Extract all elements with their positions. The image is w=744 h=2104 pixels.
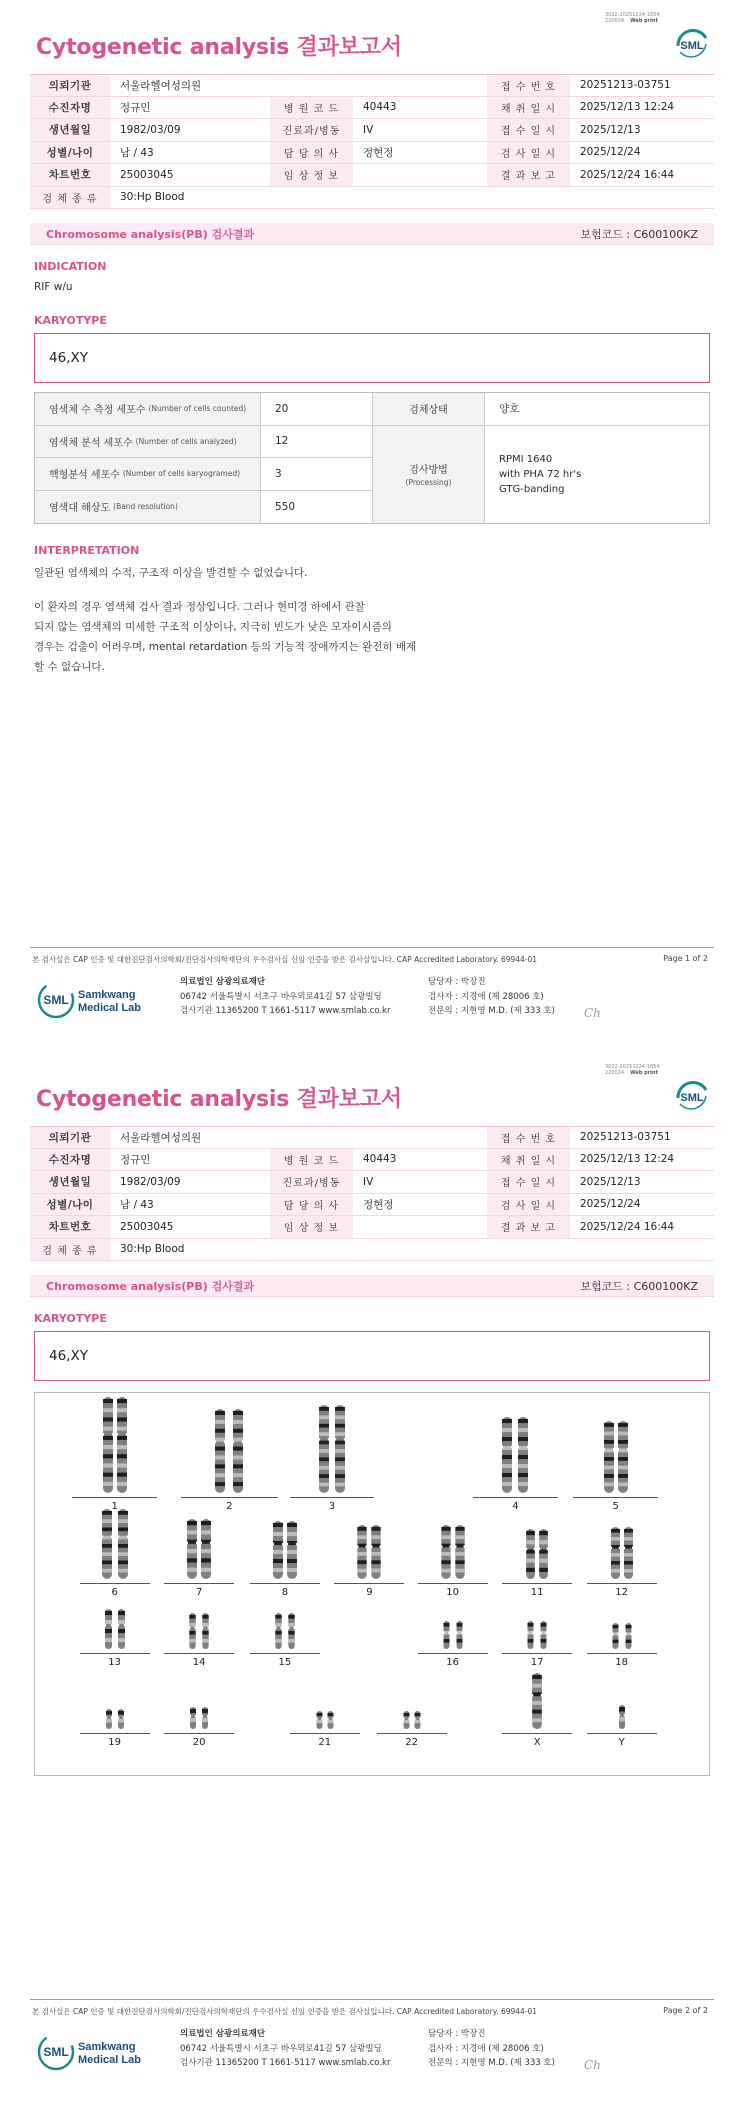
sex-age-label: 성별/나이 — [30, 1194, 110, 1216]
karyotype-heading: KARYOTYPE — [34, 314, 107, 327]
result-date-value: 2025/12/24 16:44 — [580, 168, 675, 181]
chromosome-label-3: 3 — [328, 1501, 336, 1512]
chromosome-baseline-9 — [334, 1583, 404, 1584]
section-title: Chromosome analysis(PB) 검사결과 — [46, 1279, 255, 1293]
chromosome-pair-20 — [179, 1706, 219, 1730]
footer-staff-info: 담당자 : 박장진 검사자 : 지경애 (제 28006 호) 전문의 : 지현영 M.D. (제 333 호) — [428, 977, 555, 1016]
cells-analyzed-label: 염색체 분석 세포수 (Number of cells analyzed) — [35, 426, 261, 458]
chromosome-baseline-10 — [418, 1583, 488, 1584]
chromosome-baseline-6 — [80, 1583, 150, 1584]
chromosome-label-13: 13 — [108, 1657, 122, 1668]
chromosome-label-7: 7 — [195, 1587, 203, 1598]
collect-date-value: 2025/12/13 12:24 — [580, 1153, 675, 1166]
cells-karyogramed-value: 3 — [261, 458, 373, 490]
sml-logo — [672, 24, 712, 64]
chromosome-baseline-7 — [164, 1583, 234, 1584]
chromosome-pair-12 — [602, 1526, 642, 1580]
doctor-label: 담 당 의 사 — [270, 142, 353, 164]
samkwang-logo — [36, 2028, 156, 2076]
chromosome-pair-9 — [349, 1524, 389, 1580]
page-title: Cytogenetic analysis 결과보고서 — [36, 35, 402, 60]
footer-accreditation: 본 검사실은 CAP 인증 및 대한진단검사의학회/진단검사의학재단의 우수검사실 신임 인증을 받은 검사실입니다. CAP Accredited Laboratory. 69944-01 — [32, 955, 538, 964]
chromosome-baseline-1 — [72, 1497, 157, 1498]
chart-value: 25003045 — [120, 1220, 174, 1233]
institution-label: 의뢰기관 — [30, 75, 110, 96]
chromosome-baseline-11 — [502, 1583, 572, 1584]
patient-value: 정규민 — [120, 1153, 151, 1166]
signature: Ch — [584, 1006, 601, 1020]
specimen-state-value: 양호 — [499, 403, 520, 416]
receive-date-value: 2025/12/13 — [580, 123, 641, 136]
receive-date-value: 2025/12/13 — [580, 1175, 641, 1188]
interpretation-heading: INTERPRETATION — [34, 544, 140, 557]
test-date-value: 2025/12/24 — [580, 146, 641, 159]
chromosome-label-X: X — [533, 1737, 541, 1748]
chromosome-baseline-12 — [587, 1583, 657, 1584]
specimen-label: 검 체 종 류 — [30, 1239, 110, 1261]
sex-age-value: 남 / 43 — [120, 146, 154, 159]
chromosome-label-1: 1 — [111, 1501, 118, 1512]
patient-label: 수진자명 — [30, 1149, 110, 1171]
chromosome-baseline-22 — [377, 1733, 447, 1734]
chromosome-label-Y: Y — [618, 1737, 625, 1748]
doctor-value: 정현정 — [363, 1198, 394, 1211]
insurance-code: 보험코드 : C600100KZ — [580, 227, 698, 241]
chromosome-baseline-8 — [250, 1583, 320, 1584]
dept-value: IV — [363, 1175, 374, 1188]
chromosome-pair-7 — [179, 1518, 219, 1580]
footer-divider — [30, 1999, 714, 2000]
doctor-label: 담 당 의 사 — [270, 1194, 353, 1216]
chromosome-baseline-4 — [473, 1497, 558, 1498]
dept-label: 진료과/병동 — [270, 119, 353, 141]
chromosome-pair-8 — [265, 1520, 305, 1580]
chromosome-label-14: 14 — [192, 1657, 206, 1668]
chromosome-pair-10 — [433, 1524, 473, 1580]
interpretation-summary: 일관된 염색체의 수적, 구조적 이상을 발견할 수 없었습니다. — [34, 567, 308, 579]
chart-label: 차트번호 — [30, 1216, 110, 1238]
hospital-code-label: 병 원 코 드 — [270, 97, 353, 119]
chromosome-baseline-19 — [80, 1733, 150, 1734]
chromosome-label-20: 20 — [192, 1737, 206, 1748]
karyogram-panel — [34, 1392, 710, 1776]
chromosome-pair-15 — [265, 1612, 305, 1650]
specimen-value: 30:Hp Blood — [120, 1243, 185, 1256]
receive-date-label: 접 수 일 시 — [487, 1171, 570, 1193]
chromosome-label-15: 15 — [278, 1657, 292, 1668]
chromosome-pair-21 — [305, 1710, 345, 1730]
chromosome-baseline-17 — [502, 1653, 572, 1654]
institution-label: 의뢰기관 — [30, 1127, 110, 1148]
svg-text:SML: SML — [43, 2045, 69, 2059]
chromosome-baseline-21 — [290, 1733, 360, 1734]
svg-text:Medical Lab: Medical Lab — [78, 2054, 141, 2066]
cells-analyzed-value: 12 — [261, 426, 373, 458]
dob-label: 생년월일 — [30, 119, 110, 141]
cell-count-table — [34, 392, 710, 524]
chromosome-label-17: 17 — [530, 1657, 544, 1668]
specimen-value: 30:Hp Blood — [120, 191, 185, 204]
chromosome-label-5: 5 — [612, 1501, 619, 1512]
indication-heading: INDICATION — [34, 260, 107, 273]
chromosome-pair-13 — [95, 1608, 135, 1650]
result-date-label: 결 과 보 고 — [487, 164, 570, 186]
svg-text:Medical Lab: Medical Lab — [78, 1002, 141, 1014]
cells-karyogramed-label: 핵형분석 세포수 (Number of cells karyogramed) — [35, 458, 261, 490]
cells-counted-label: 염색체 수 측정 세포수 (Number of cells counted) — [35, 393, 261, 425]
karyotype-heading: KARYOTYPE — [34, 1312, 107, 1325]
chromosome-baseline-X — [502, 1733, 572, 1734]
chromosome-pair-X — [517, 1672, 557, 1730]
result-section-bar — [30, 1275, 714, 1297]
svg-text:SML: SML — [43, 993, 69, 1007]
chromosome-baseline-20 — [164, 1733, 234, 1734]
hospital-code-value: 40443 — [363, 1153, 397, 1166]
reception-no-value: 20251213-03751 — [580, 79, 671, 92]
chromosome-pair-18 — [602, 1622, 642, 1650]
institution-value: 서울라헬여성의원 — [120, 1131, 202, 1144]
chromosome-pair-2 — [209, 1408, 249, 1494]
chart-value: 25003045 — [120, 168, 174, 181]
karyotype-result-box: 46,XY — [34, 333, 710, 383]
chromosome-pair-17 — [517, 1620, 557, 1650]
chromosome-baseline-15 — [250, 1653, 320, 1654]
chromosome-label-21: 21 — [318, 1737, 332, 1748]
test-date-label: 검 사 일 시 — [487, 142, 570, 164]
chromosome-label-16: 16 — [446, 1657, 460, 1668]
hospital-code-value: 40443 — [363, 101, 397, 114]
specimen-state-label: 검체상태 — [373, 393, 485, 425]
indication-text: RIF w/u — [34, 281, 73, 293]
dob-value: 1982/03/09 — [120, 1175, 181, 1188]
chromosome-baseline-18 — [587, 1653, 657, 1654]
svg-text:Samkwang: Samkwang — [78, 989, 136, 1001]
chromosome-label-6: 6 — [111, 1587, 118, 1598]
chromosome-label-12: 12 — [615, 1587, 629, 1598]
chromosome-baseline-13 — [80, 1653, 150, 1654]
reception-no-value: 20251213-03751 — [580, 1131, 671, 1144]
chromosome-baseline-Y — [587, 1733, 657, 1734]
footer-accreditation: 본 검사실은 CAP 인증 및 대한진단검사의학회/진단검사의학재단의 우수검사실 신임 인증을 받은 검사실입니다. CAP Accredited Laboratory. 69944-01 — [32, 2007, 538, 2016]
chromosome-baseline-5 — [573, 1497, 658, 1498]
chromosome-label-4: 4 — [512, 1501, 519, 1512]
footer-org-info: 의료법인 삼광의료재단 06742 서울특별시 서초구 바우뫼로41길 57 삼광빌딩 검사기관 11365200 T 1661-5117 www.smlab.co.kr — [180, 2029, 391, 2068]
page-number: Page 2 of 2 — [663, 2006, 708, 2015]
chromosome-pair-3 — [312, 1404, 352, 1494]
result-date-label: 결 과 보 고 — [487, 1216, 570, 1238]
chromosome-label-8: 8 — [281, 1587, 289, 1598]
doctor-value: 정현정 — [363, 146, 394, 159]
chart-label: 차트번호 — [30, 164, 110, 186]
chromosome-pair-Y — [602, 1704, 642, 1730]
result-section-bar — [30, 223, 714, 245]
dob-label: 생년월일 — [30, 1171, 110, 1193]
chromosome-label-18: 18 — [615, 1657, 629, 1668]
signature: Ch — [584, 2058, 601, 2072]
footer-divider — [30, 947, 714, 948]
footer-staff-info: 담당자 : 박장진 검사자 : 지경애 (제 28006 호) 전문의 : 지현영 M.D. (제 333 호) — [428, 2029, 555, 2068]
dept-label: 진료과/병동 — [270, 1171, 353, 1193]
chromosome-pair-19 — [95, 1708, 135, 1730]
reception-no-label: 접 수 번 호 — [487, 75, 570, 96]
patient-value: 정규민 — [120, 101, 151, 114]
chromosome-pair-22 — [392, 1710, 432, 1730]
cells-counted-value: 20 — [261, 393, 373, 425]
chromosome-pair-5 — [596, 1420, 636, 1494]
collect-date-label: 채 취 일 시 — [487, 97, 570, 119]
band-resolution-value: 550 — [261, 491, 373, 524]
dob-value: 1982/03/09 — [120, 123, 181, 136]
chromosome-label-11: 11 — [530, 1587, 544, 1598]
chromosome-baseline-14 — [164, 1653, 234, 1654]
chromosome-pair-6 — [95, 1508, 135, 1580]
clinical-value — [353, 1216, 487, 1238]
chromosome-label-10: 10 — [446, 1587, 460, 1598]
print-code: 3022-20251224-1654 220024 Web print — [605, 1064, 660, 1076]
chromosome-label-22: 22 — [405, 1737, 418, 1748]
chromosome-label-2: 2 — [226, 1501, 233, 1512]
samkwang-logo — [36, 976, 156, 1024]
chromosome-pair-14 — [179, 1612, 219, 1650]
sex-age-label: 성별/나이 — [30, 142, 110, 164]
test-date-value: 2025/12/24 — [580, 1198, 641, 1211]
band-resolution-label: 염색대 해상도 (Band resolution) — [35, 491, 261, 524]
sex-age-value: 남 / 43 — [120, 1198, 154, 1211]
footer-org-info: 의료법인 삼광의료재단 06742 서울특별시 서초구 바우뫼로41길 57 삼광빌딩 검사기관 11365200 T 1661-5117 www.smlab.co.kr — [180, 977, 391, 1016]
clinical-value — [353, 164, 487, 186]
print-code: 3022-20251224-1654 220024 Web print — [605, 12, 660, 24]
insurance-code: 보험코드 : C600100KZ — [580, 1279, 698, 1293]
section-title: Chromosome analysis(PB) 검사결과 — [46, 227, 255, 241]
result-date-value: 2025/12/24 16:44 — [580, 1220, 675, 1233]
report-page-2 — [0, 1052, 744, 2104]
sml-logo — [672, 1076, 712, 1116]
chromosome-label-19: 19 — [108, 1737, 122, 1748]
chromosome-pair-1 — [95, 1396, 135, 1494]
karyotype-result-box: 46,XY — [34, 1331, 710, 1381]
chromosome-baseline-2 — [181, 1497, 278, 1498]
hospital-code-label: 병 원 코 드 — [270, 1149, 353, 1171]
collect-date-value: 2025/12/13 12:24 — [580, 101, 675, 114]
method-value: RPMI 1640 with PHA 72 hr's GTG-banding — [499, 453, 582, 495]
institution-value: 서울라헬여성의원 — [120, 79, 202, 92]
specimen-label: 검 체 종 류 — [30, 187, 110, 209]
interpretation-detail: 이 환자의 경우 염색체 검사 결과 정상입니다. 그러나 현미경 하에서 관찰 되지 않는 염색체의 미세한 구조적 이상이나, 지극히 빈도가 낮은 모자이시즘의 경우는 검출이 어려우며, mental retardation 등의 기능적 장애까지는 완전히 배제 할 수 없습니다. — [34, 601, 417, 673]
method-label: 검사방법 (Processing) — [373, 426, 485, 524]
svg-text:SML: SML — [680, 1092, 704, 1104]
reception-no-label: 접 수 번 호 — [487, 1127, 570, 1148]
page-number: Page 1 of 2 — [663, 954, 708, 963]
chromosome-pair-4 — [495, 1416, 535, 1494]
patient-info-table — [30, 1126, 714, 1261]
clinical-label: 임 상 정 보 — [270, 164, 353, 186]
svg-text:Samkwang: Samkwang — [78, 2041, 136, 2053]
clinical-label: 임 상 정 보 — [270, 1216, 353, 1238]
receive-date-label: 접 수 일 시 — [487, 119, 570, 141]
page-title: Cytogenetic analysis 결과보고서 — [36, 1087, 402, 1112]
patient-info-table — [30, 74, 714, 209]
chromosome-label-9: 9 — [366, 1587, 373, 1598]
patient-label: 수진자명 — [30, 97, 110, 119]
dept-value: IV — [363, 123, 374, 136]
test-date-label: 검 사 일 시 — [487, 1194, 570, 1216]
chromosome-pair-16 — [433, 1620, 473, 1650]
chromosome-pair-11 — [517, 1528, 557, 1580]
collect-date-label: 채 취 일 시 — [487, 1149, 570, 1171]
chromosome-baseline-16 — [418, 1653, 488, 1654]
chromosome-baseline-3 — [290, 1497, 375, 1498]
svg-text:SML: SML — [680, 40, 704, 52]
